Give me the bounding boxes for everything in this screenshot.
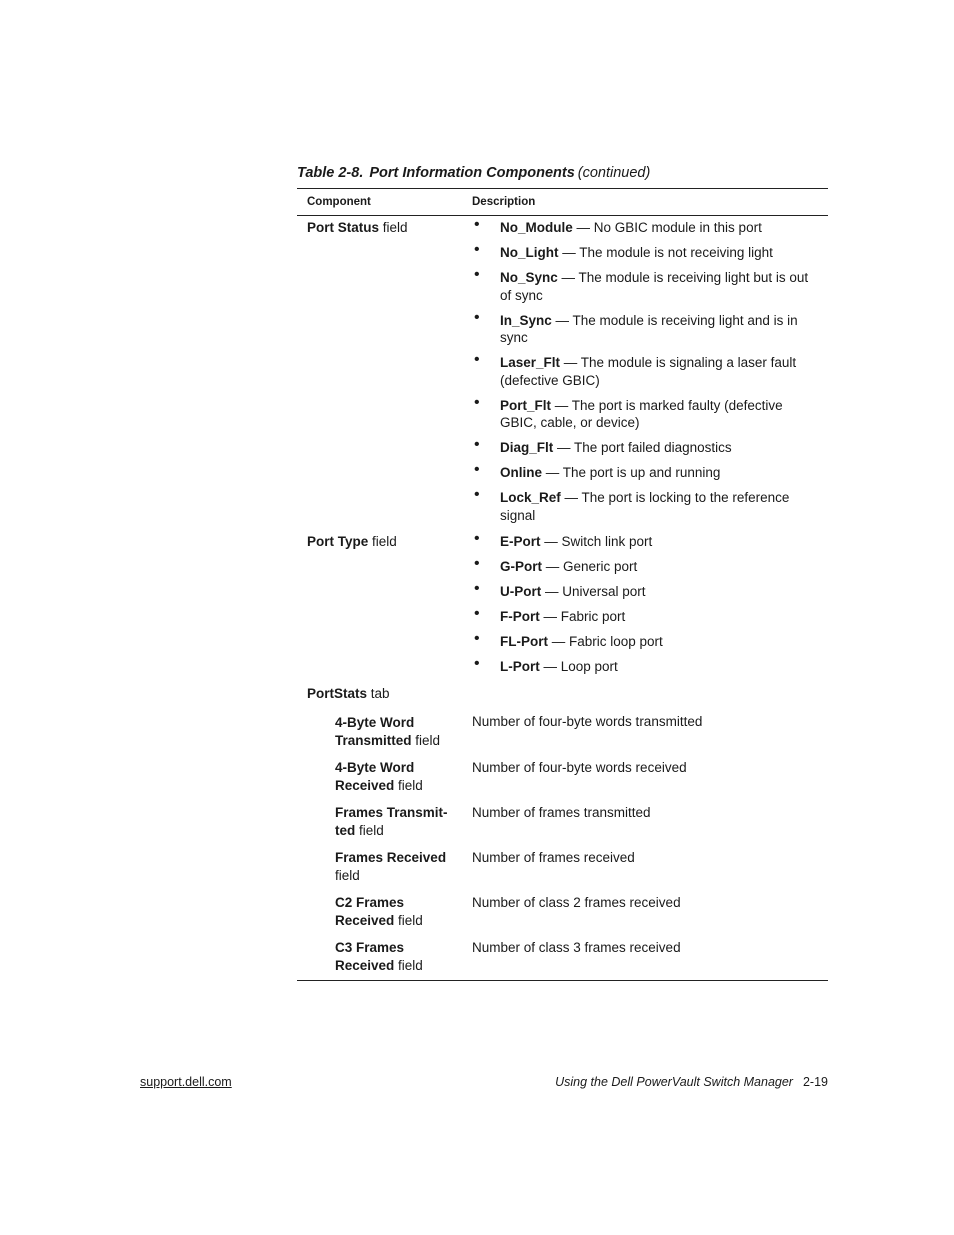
port-status-label [307, 219, 457, 237]
term-desc: — The module is receiving light but is out of sync [500, 270, 809, 303]
term: No_Sync [500, 270, 558, 285]
portstats-row-desc: Number of frames received [472, 850, 635, 865]
term-desc: — Fabric loop port [548, 634, 663, 649]
list-item [472, 393, 822, 432]
list-item [472, 630, 822, 651]
port-status-list [472, 216, 822, 532]
term-desc: — Generic port [542, 559, 638, 574]
term-desc: — The module is receiving light and is in sync [500, 312, 798, 345]
bullet-icon: • [474, 630, 480, 647]
field-suffix: field [335, 867, 360, 883]
term: FL-Port [500, 634, 548, 649]
portstats-label [307, 685, 457, 703]
field-name: C2 Frames Received [335, 895, 405, 928]
term-desc: — No GBIC module in this port [572, 220, 762, 235]
term-desc: — The port is up and running [542, 465, 721, 480]
field-suffix: field [394, 912, 423, 928]
field-name: Frames Received [335, 850, 447, 865]
field-suffix: field [411, 732, 441, 748]
table-top-rule [297, 188, 828, 189]
bullet-icon: • [474, 655, 480, 672]
table-bottom-rule [297, 980, 828, 981]
table-caption [297, 163, 828, 183]
portstats-row-name [335, 894, 455, 929]
field-name: C3 Frames Received [335, 940, 405, 973]
header-description: Description [472, 196, 536, 208]
component-suffix: field [379, 220, 408, 235]
term: U-Port [500, 584, 542, 599]
portstats-row-desc: Number of four-byte words transmitted [472, 714, 703, 729]
bullet-icon: • [474, 241, 480, 258]
term-desc: — The port is locking to the reference signal [500, 490, 790, 523]
term: Online [500, 465, 543, 480]
term-desc: — The port failed diagnostics [553, 440, 732, 455]
port-type-label [307, 533, 457, 551]
bullet-icon: • [474, 605, 480, 622]
term-desc: — Fabric port [539, 609, 626, 624]
term: Lock_Ref [500, 490, 561, 505]
portstats-row-name [335, 849, 455, 884]
term-desc: — Switch link port [540, 534, 653, 549]
portstats-row-name [335, 939, 455, 974]
bullet-icon: • [474, 351, 480, 368]
list-item [472, 580, 822, 601]
list-item [472, 530, 822, 551]
table-continued: (continued) [577, 165, 651, 181]
support-link[interactable]: support.dell.com [140, 1075, 232, 1089]
running-footer [555, 1074, 828, 1090]
portstats-row-name [335, 714, 455, 749]
term: F-Port [500, 609, 540, 624]
list-item [472, 436, 822, 457]
term-desc: — Universal port [541, 584, 646, 599]
component-name: PortStats [307, 686, 368, 701]
header-component: Component [307, 196, 371, 208]
list-item [472, 241, 822, 262]
term: E-Port [500, 534, 541, 549]
term: No_Module [500, 220, 573, 235]
component-suffix: tab [367, 686, 390, 701]
portstats-row-desc: Number of class 2 frames received [472, 895, 681, 910]
list-item [472, 605, 822, 626]
component-suffix: field [368, 534, 397, 549]
footer-title: Using the Dell PowerVault Switch Manager [555, 1075, 793, 1089]
field-suffix: field [394, 777, 423, 793]
term: Laser_Flt [500, 355, 561, 370]
portstats-row-desc: Number of class 3 frames received [472, 940, 681, 955]
bullet-icon: • [474, 308, 480, 326]
bullet-icon: • [474, 555, 480, 572]
field-name: 4-Byte Word Received [335, 760, 415, 793]
field-name: 4-Byte Word Transmitted [335, 715, 415, 748]
portstats-row-desc: Number of frames transmitted [472, 805, 651, 820]
term-desc: — The module is signaling a laser fault (defective GBIC) [500, 355, 797, 388]
portstats-row-desc: Number of four-byte words received [472, 760, 687, 775]
term-desc: — The module is not receiving light [558, 245, 773, 260]
term-desc: — The port is marked faulty (defective GBIC, cable, or device) [500, 397, 783, 430]
portstats-row-name [335, 759, 455, 794]
port-type-list [472, 530, 822, 683]
term: In_Sync [500, 312, 552, 328]
bullet-icon: • [474, 486, 480, 503]
list-item [472, 555, 822, 576]
list-item [472, 216, 822, 237]
field-suffix: field [355, 822, 384, 838]
component-name: Port Type [307, 534, 369, 549]
component-name: Port Status [307, 220, 380, 235]
term-desc: — Loop port [539, 659, 618, 674]
portstats-row-name [335, 804, 455, 839]
term: Port_Flt [500, 397, 552, 413]
list-item [472, 655, 822, 676]
term: Diag_Flt [500, 440, 554, 455]
bullet-icon: • [474, 393, 480, 411]
term: G-Port [500, 559, 542, 574]
field-name: Frames Transmit-ted [335, 805, 448, 838]
table-number: Table 2-8. [297, 165, 364, 181]
bullet-icon: • [474, 461, 480, 478]
table-title: Port Information Components [369, 165, 575, 181]
list-item [472, 266, 822, 304]
term: L-Port [500, 659, 540, 674]
page-number: 2-19 [802, 1075, 828, 1089]
table-header-rule [297, 215, 828, 216]
field-suffix: field [394, 957, 423, 973]
bullet-icon: • [474, 266, 480, 283]
bullet-icon: • [474, 436, 480, 453]
list-item [472, 461, 822, 482]
term: No_Light [500, 245, 559, 260]
bullet-icon: • [474, 530, 480, 547]
bullet-icon: • [474, 580, 480, 597]
list-item [472, 308, 822, 347]
bullet-icon: • [474, 216, 480, 233]
list-item [472, 486, 822, 524]
list-item [472, 351, 822, 389]
